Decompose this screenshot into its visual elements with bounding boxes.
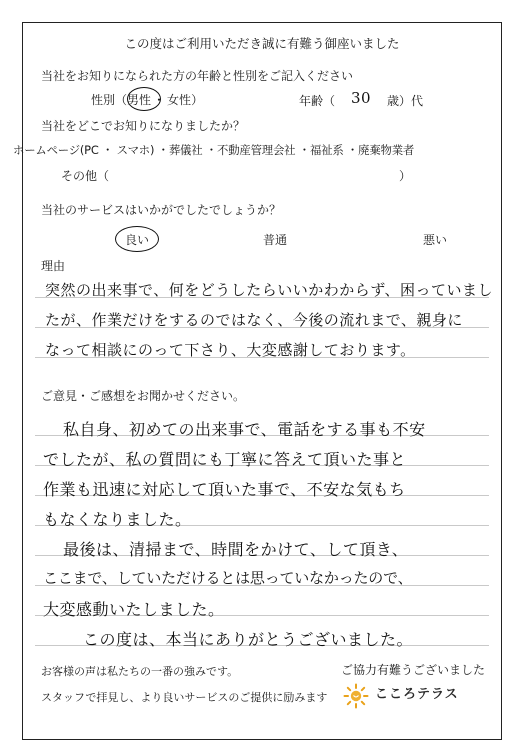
gender-selection-circle [127, 87, 161, 111]
q2-label: 当社をどこでお知りになりましたか？ [41, 119, 246, 133]
rating-good[interactable]: 良い [125, 233, 150, 247]
other-label: その他（ [61, 169, 110, 183]
sun-logo-icon [343, 683, 369, 709]
age-suffix: 歳）代 [387, 94, 424, 108]
gender-male[interactable]: 男性 [127, 93, 152, 107]
gender-label: 性別（ [91, 93, 128, 107]
q3-label: 当社のサービスはいかがでしたでしょうか？ [41, 203, 282, 217]
comment-line-7: 大変感動いたしました。 [43, 600, 225, 619]
comment-line-8: この度は、本当にありがとうございました。 [83, 630, 414, 649]
footer-line-1: お客様の声は私たちの一番の強みです。 [41, 665, 239, 678]
comment-line-5: 最後は、清掃まで、時間をかけて、して頂き、 [63, 540, 409, 559]
source-options[interactable]: ホームページ(PC ・ スマホ) ・葬儀社 ・不動産管理会社 ・福祉系 ・廃棄物業者 [13, 143, 415, 157]
comment-line-4: もなくなりました。 [43, 510, 192, 529]
survey-sheet [13, 22, 502, 740]
gender-female[interactable]: 女性 [167, 93, 192, 107]
brand-name: こころテラス [375, 687, 459, 702]
age-label: 年齢（ [299, 94, 336, 108]
rating-selection-circle [115, 226, 159, 252]
footer-thanks: ご協力有難うございました [341, 663, 486, 677]
page-title: この度はご利用いただき誠に有難う御座いました [124, 36, 400, 51]
other-row [61, 169, 411, 183]
q1-label: 当社をお知りになられた方の年齢と性別をご記入ください [41, 69, 354, 83]
comment-line-2: でしたが、私の質問にも丁寧に答えて頂いた事と [43, 450, 407, 469]
reason-label: 理由 [41, 259, 66, 273]
rating-bad[interactable]: 悪い [423, 233, 448, 247]
gender-close: ） [191, 93, 204, 107]
comments-label: ご意見・ご感想をお聞かせください。 [41, 389, 246, 403]
comment-line-6: ここまで、していただけるとは思っていなかったので、 [43, 569, 413, 587]
age-value[interactable]: 30 [350, 89, 372, 107]
reason-line-1: 突然の出来事で、何をどうしたらいいかわからず、困っていまし [45, 281, 494, 299]
rating-normal[interactable]: 普通 [263, 233, 288, 247]
reason-line-3: なって相談にのって下さり、大変感謝しております。 [45, 341, 416, 359]
gender-dot: ・ [153, 93, 166, 107]
age-row [299, 89, 424, 108]
other-close: ） [399, 169, 412, 183]
footer-line-2: スタッフで拝見し、より良いサービスのご提供に励みます [41, 691, 328, 704]
comment-line-3: 作業も迅速に対応して頂いた事で、不安な気もち [43, 480, 406, 499]
reason-line-2: たが、作業だけをするのではなく、今後の流れまで、親身に [45, 311, 463, 329]
comment-line-1: 私自身、初めての出来事で、電話をする事も不安 [63, 420, 426, 439]
